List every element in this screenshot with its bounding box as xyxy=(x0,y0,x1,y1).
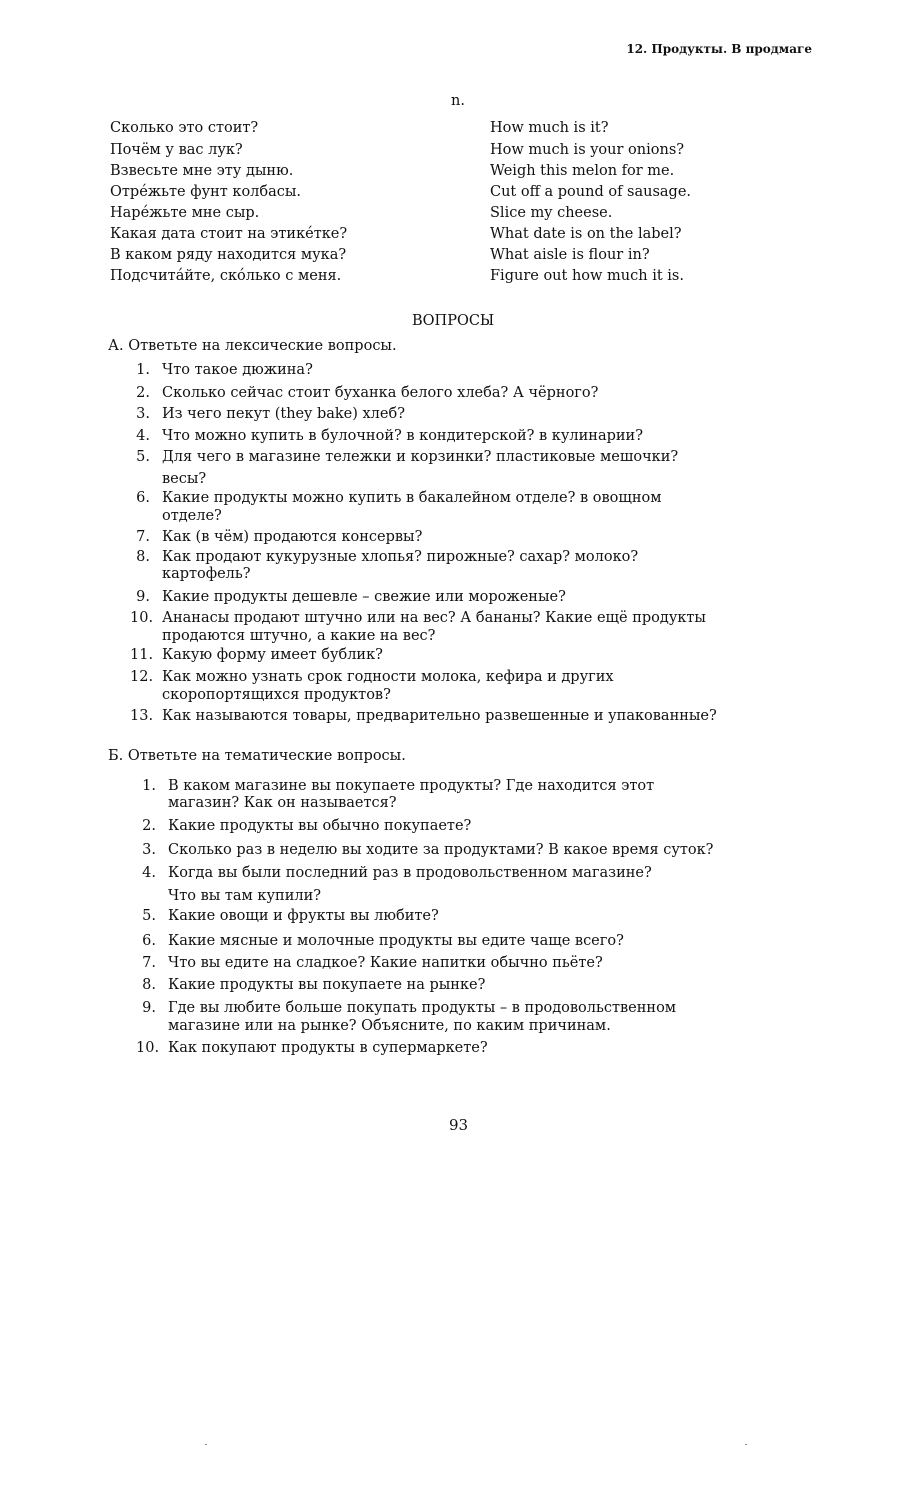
question-text: Что можно купить в булочной? в кондитерской? в кулинарии? xyxy=(162,428,643,444)
phrase-russian: Отрéжьте фунт колбасы. xyxy=(110,184,302,200)
question-number: 4. xyxy=(142,865,156,881)
question-text: картофель? xyxy=(162,566,251,582)
question-text: Что вы там купили? xyxy=(168,888,322,904)
question-text: скоропортящихся продуктов? xyxy=(162,687,391,703)
question-text: Когда вы были последний раз в продовольственном магазине? xyxy=(168,865,652,881)
phrase-russian: Взвесьте мне эту дыню. xyxy=(110,163,294,179)
question-text: продаются штучно, а какие на вес? xyxy=(162,628,436,644)
question-number: 13. xyxy=(130,708,154,724)
questions-title: ВОПРОСЫ xyxy=(412,313,495,329)
phrase-english: What aisle is flour in? xyxy=(490,247,650,263)
scan-speck xyxy=(745,1444,747,1445)
question-number: 10. xyxy=(136,1040,160,1056)
question-number: 7. xyxy=(136,529,150,545)
phrase-english: How much is your onions? xyxy=(490,142,685,158)
question-number: 7. xyxy=(142,955,156,971)
question-number: 2. xyxy=(142,818,156,834)
question-text: Сколько сейчас стоит буханка белого хлеба? А чёрного? xyxy=(162,385,599,401)
scan-speck xyxy=(205,1444,207,1445)
question-number: 1. xyxy=(136,362,150,378)
question-number: 3. xyxy=(142,842,156,858)
question-text: Из чего пекут (they bake) хлеб? xyxy=(162,406,405,422)
question-text: Какие продукты дешевле – свежие или мороженые? xyxy=(162,589,566,605)
question-number: 2. xyxy=(136,385,150,401)
question-text: Как (в чём) продаются консервы? xyxy=(162,529,423,545)
question-text: магазине или на рынке? Объясните, по каким причинам. xyxy=(168,1018,611,1034)
question-text: магазин? Как он называется? xyxy=(168,795,397,811)
question-number: 3. xyxy=(136,406,150,422)
question-text: весы? xyxy=(162,471,207,487)
question-text: Как покупают продукты в супермаркете? xyxy=(168,1040,488,1056)
question-text: Сколько раз в неделю вы ходите за продуктами? В какое время суток? xyxy=(168,842,714,858)
phrase-english: Slice my cheese. xyxy=(490,205,613,221)
question-text: отделе? xyxy=(162,508,222,524)
question-number: 8. xyxy=(136,549,150,565)
question-text: Какие продукты вы покупаете на рынке? xyxy=(168,977,486,993)
question-text: Где вы любите больше покупать продукты – в продовольственном xyxy=(168,1000,677,1016)
question-number: 4. xyxy=(136,428,150,444)
question-text: Что вы едите на сладкое? Какие напитки обычно пьёте? xyxy=(168,955,603,971)
phrase-russian: Подсчитáйте, скóлько с меня. xyxy=(110,268,342,284)
phrase-english: Cut off a pound of sausage. xyxy=(490,184,692,200)
question-text: Какую форму имеет бублик? xyxy=(162,647,383,663)
page-number: 93 xyxy=(449,1116,469,1134)
question-number: 1. xyxy=(142,778,156,794)
question-number: 6. xyxy=(142,933,156,949)
phrase-russian: Почём у вас лук? xyxy=(110,142,243,158)
question-number: 11. xyxy=(130,647,154,663)
question-text: В каком магазине вы покупаете продукты? Где находится этот xyxy=(168,778,655,794)
section-title: А. Ответьте на лексические вопросы. xyxy=(108,338,397,354)
phrase-english: Weigh this melon for me. xyxy=(490,163,675,179)
question-text: Какие овощи и фрукты вы любите? xyxy=(168,908,439,924)
question-text: Какие продукты можно купить в бакалейном отделе? в овощном xyxy=(162,490,662,506)
section-title: Б. Ответьте на тематические вопросы. xyxy=(108,748,406,764)
question-number: 10. xyxy=(130,610,154,626)
question-text: Что такое дюжина? xyxy=(162,362,313,378)
question-text: Для чего в магазине тележки и корзинки? пластиковые мешочки? xyxy=(162,449,679,465)
phrase-russian: В каком ряду находится мука? xyxy=(110,247,347,263)
question-text: Как называются товары, предварительно развешенные и упакованные? xyxy=(162,708,717,724)
question-text: Ананасы продают штучно или на вес? А бананы? Какие ещё продукты xyxy=(162,610,706,626)
question-text: Как продают кукурузные хлопья? пирожные? сахар? молоко? xyxy=(162,549,639,565)
running-header: 12. Продукты. В продмаге xyxy=(626,42,812,56)
phrase-russian: Нарéжьте мне сыр. xyxy=(110,205,260,221)
question-number: 9. xyxy=(142,1000,156,1016)
question-number: 9. xyxy=(136,589,150,605)
phrase-english: What date is on the label? xyxy=(490,226,682,242)
phrase-russian: Сколько это стоит? xyxy=(110,120,259,136)
question-text: Как можно узнать срок годности молока, кефира и других xyxy=(162,669,614,685)
phrase-russian: Какая дата стоит на этикéтке? xyxy=(110,226,348,242)
question-text: Какие продукты вы обычно покупаете? xyxy=(168,818,472,834)
question-number: 8. xyxy=(142,977,156,993)
question-number: 12. xyxy=(130,669,154,685)
question-number: 6. xyxy=(136,490,150,506)
phrase-english: How much is it? xyxy=(490,120,609,136)
question-text: Какие мясные и молочные продукты вы едите чаще всего? xyxy=(168,933,624,949)
stray-mark: n. xyxy=(451,93,465,109)
phrase-english: Figure out how much it is. xyxy=(490,268,684,284)
question-number: 5. xyxy=(142,908,156,924)
question-number: 5. xyxy=(136,449,150,465)
